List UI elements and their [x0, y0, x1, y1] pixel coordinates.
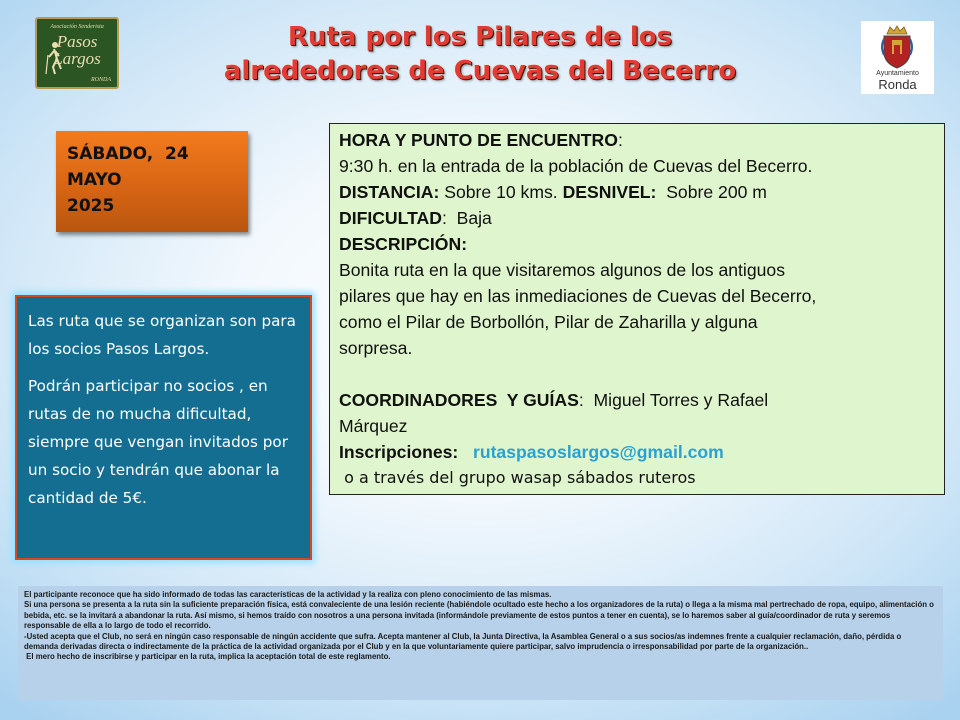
page-title	[150, 20, 810, 88]
date-box	[56, 131, 248, 232]
coordinators-label: COORDINADORES Y GUÍAS	[339, 390, 579, 410]
meeting-colon: :	[617, 130, 623, 150]
date-line1: SÁBADO, 24	[67, 144, 189, 164]
meeting-value: 9:30 h. en la entrada de la población de Cuevas del Becerro.	[339, 156, 813, 176]
logo-left-line1: Asociación Senderista	[50, 24, 104, 30]
description-label	[339, 231, 944, 257]
description-line4: sorpresa.	[339, 338, 413, 358]
disclaimer-line3: -Usted acepta que el Club, no será en ningún caso responsable de ningún accidente que sufra. Acepta mantener al Club, la Junta Directiva, la Asamblea General o a sus socios/as indemnes frente a cualquier reclamación, daño, pérdida o demanda derivadas directa o indirectamente de la práctica de la actividad organizada por el Club y en la que voluntariamente quiere participar, salvo imprudencia o irresponsabilidad por parte de la organización..	[24, 631, 902, 652]
date-line2: MAYO	[67, 170, 122, 190]
spacer	[339, 361, 944, 387]
logo-left-word2: Largos	[53, 49, 101, 68]
elevation-label: DESNIVEL:	[562, 182, 657, 202]
meeting-label: HORA Y PUNTO DE ENCUENTRO	[339, 130, 618, 150]
title-line2: alrededores de Cuevas del Becerro	[223, 56, 737, 86]
description-label-text: DESCRIPCIÓN:	[339, 234, 468, 254]
description-line3: como el Pilar de Borbollón, Pilar de Zaharilla y alguna	[339, 312, 758, 332]
registration-row	[339, 439, 944, 465]
disclaimer-line2: Si una persona se presenta a la ruta sin la suficiente preparación física, está convaleciente de una lesión reciente (habiéndole ocultado este hecho a los organizadores de la ruta) o llega a la misma mal pertrechado de ropa, equipo, alimentación o bebida, etc. se la invitará a abandonar la ruta. Así mismo, si hemos traído con nosotros a una persona invitada (informándole previamente de estos puntos a tener en cuenta), se lo haremos saber al guía/coordinador de ruta y seremos responsable de ella a lo largo de todo el recorrido.	[24, 600, 934, 631]
difficulty-row	[339, 205, 944, 231]
registration-email-link[interactable]: rutaspasoslargos@gmail.com	[472, 442, 724, 462]
disclaimer-line4: El mero hecho de inscribirse y participar en la ruta, implica la aceptación total de este reglamento.	[24, 652, 391, 662]
title-line1: Ruta por los Pilares de los	[287, 22, 673, 52]
route-details-box	[329, 123, 945, 495]
elevation-value: Sobre 200 m	[656, 182, 767, 202]
distance-row	[339, 179, 944, 205]
membership-info-box	[15, 295, 312, 560]
ayuntamiento-ronda-logo	[861, 21, 934, 94]
logo-left-word1: Pasos	[56, 32, 98, 51]
membership-info-para2: Podrán participar no socios , en rutas de no mucha dificultad, siempre que vengan invitados por un socio y tendrán que abonar la cantidad de 5€.	[28, 377, 288, 507]
disclaimer-box	[18, 586, 943, 700]
coat-of-arms-icon	[880, 25, 914, 69]
registration-label: Inscripciones:	[339, 442, 459, 462]
distance-value: Sobre 10 kms.	[439, 182, 563, 202]
registration-alt: o a través del grupo wasap sábados ruteros	[339, 468, 696, 487]
disclaimer-line1: El participante reconoce que ha sido informado de todas las características de la actividad y la realiza con pleno conocimiento de las mismas.	[24, 590, 552, 599]
date-line3: 2025	[67, 196, 115, 216]
coordinators-row	[339, 387, 944, 413]
description-line2: pilares que hay en las inmediaciones de Cuevas del Becerro,	[339, 286, 817, 306]
coordinators-value: : Miguel Torres y Rafael	[578, 390, 769, 410]
description-line1: Bonita ruta en la que visitaremos algunos de los antiguos	[339, 260, 785, 280]
coordinators-value2: Márquez	[339, 416, 408, 436]
difficulty-value: : Baja	[441, 208, 492, 228]
membership-info-para1: Las ruta que se organizan son para los socios Pasos Largos.	[28, 312, 296, 358]
distance-label: DISTANCIA:	[339, 182, 440, 202]
logo-left-line3: RONDA	[91, 77, 111, 83]
difficulty-label: DIFICULTAD	[339, 208, 442, 228]
meeting-row	[339, 127, 944, 153]
logo-right-line1: Ayuntamiento	[876, 70, 919, 77]
pasos-largos-logo	[35, 17, 119, 89]
logo-left-name	[37, 33, 117, 67]
logo-right-line2: Ronda	[878, 77, 917, 92]
